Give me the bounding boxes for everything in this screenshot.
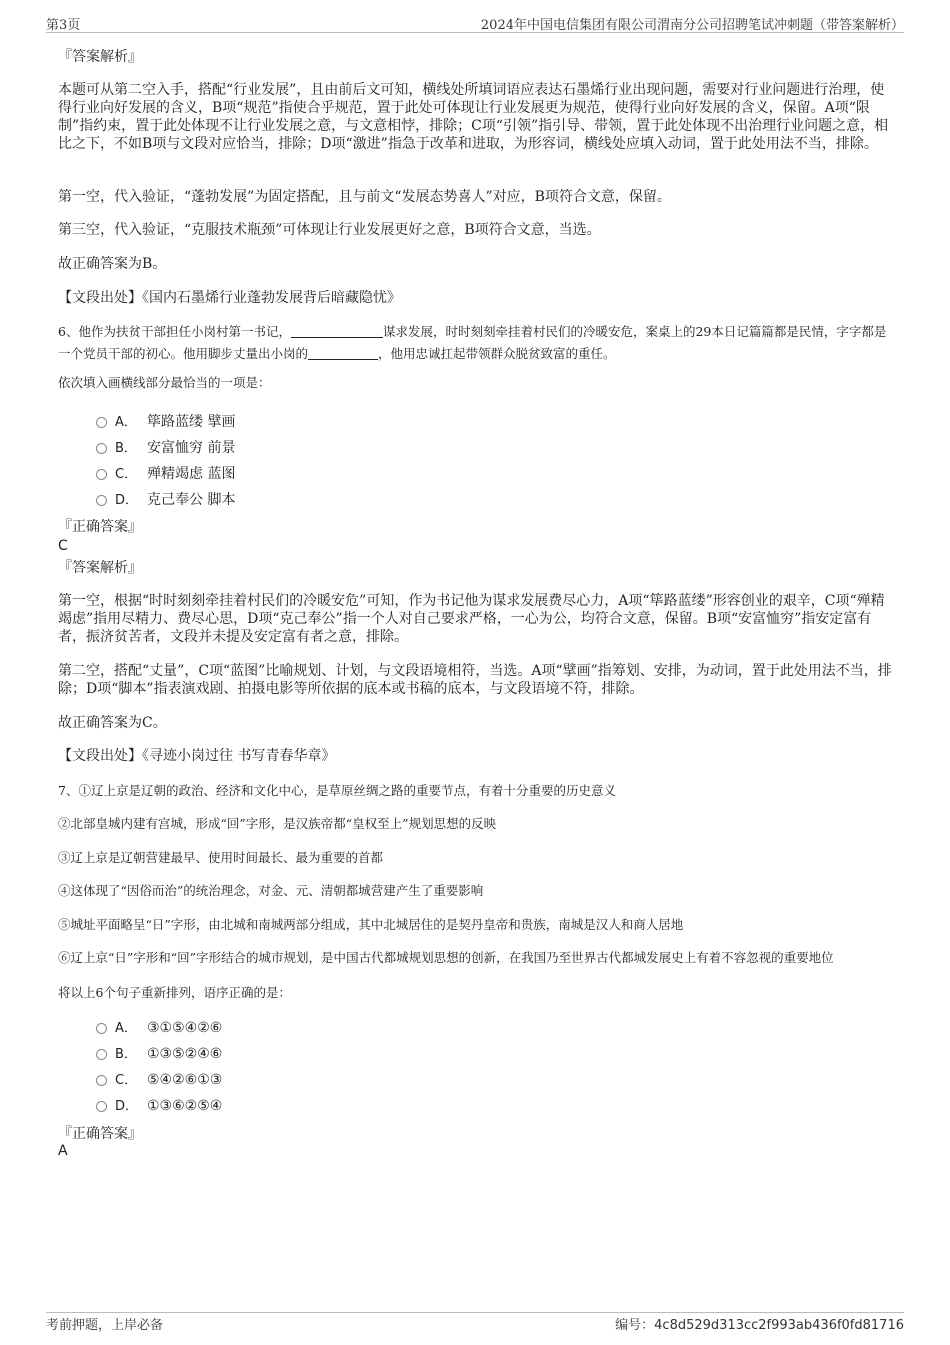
q6-prompt: 依次填入画横线部分最恰当的一项是： — [58, 375, 271, 390]
radio-icon[interactable] — [96, 443, 107, 454]
q6-source: 【文段出处】《寻迹小岗过往 书写青春华章》 — [58, 748, 336, 764]
radio-icon[interactable] — [96, 1075, 107, 1086]
q7-sentence-2: ②北部皇城内建有宫城，形成“回”字形，是汉族帝都“皇权至上”规划思想的反映 — [58, 816, 497, 831]
q6-stem: 6、他作为扶贫干部担任小岗村第一书记， 谋求发展，时时刻刻牵挂着村民们的冷暖安危，案桌上的29本日记篇篇都是民情，字字都是一个党员干部的初心。他用脚步丈量出小岗的 ，他用忠诚扛起带领群众脱贫致富的重任。 — [58, 324, 887, 361]
q6-blank-2 — [308, 345, 378, 360]
q7-sentence-1: 7、①辽上京是辽朝的政治、经济和文化中心，是草原丝绸之路的重要节点，有着十分重要的历史意义 — [58, 783, 616, 798]
radio-icon[interactable] — [96, 417, 107, 428]
q5-analysis-p2: 第一空，代入验证，“蓬勃发展”为固定搭配，且与前文“发展态势喜人”对应，B项符合文意，保留。 — [58, 189, 671, 205]
q6-answer: C — [58, 538, 68, 554]
q7-option-c[interactable]: C． ⑤④②⑥①③ — [96, 1070, 222, 1090]
q6-option-c[interactable]: C． 殚精竭虑 蓝图 — [96, 464, 235, 484]
q7-option-a[interactable]: A． ③①⑤④②⑥ — [96, 1018, 222, 1038]
q5-source: 【文段出处】《国内石墨烯行业蓬勃发展背后暗藏隐忧》 — [58, 290, 401, 306]
radio-icon[interactable] — [96, 495, 107, 506]
page-number: 第3页 — [46, 18, 81, 33]
q6-option-d[interactable]: D． 克己奉公 脚本 — [96, 490, 235, 510]
q7-sentence-6: ⑥辽上京“日”字形和“回”字形结合的城市规划，是中国古代都城规划思想的创新，在我国乃至世界古代都城发展史上有着不容忽视的重要地位 — [58, 950, 834, 965]
footer-slogan: 考前押题，上岸必备 — [46, 1318, 164, 1333]
page-header — [46, 14, 904, 34]
q5-analysis-label: 『答案解析』 — [58, 49, 142, 65]
document-id: 编号：4c8d529d313cc2f993ab436f0fd81716 — [615, 1318, 904, 1333]
q5-analysis-p4: 故正确答案为B。 — [58, 256, 167, 272]
q6-option-a[interactable]: A． 筚路蓝缕 擘画 — [96, 412, 235, 432]
q7-option-d[interactable]: D． ①③⑥②⑤④ — [96, 1096, 222, 1116]
q5-analysis-p3: 第三空，代入验证，“克服技术瓶颈”可体现让行业发展更好之意，B项符合文意，当选。 — [58, 222, 601, 238]
q6-analysis-p1: 第一空，根据“时时刻刻牵挂着村民们的冷暖安危”可知，作为书记他为谋求发展费尽心力，A项“筚路蓝缕”形容创业的艰辛，C项“殚精竭虑”指用尽精力、费尽心思，D项“克己奉公”指一个人对自己要求严格，一心为公，均符合文意，保留。B项“安富恤穷”指安定富有者，振济贫苦者，文段并未提及安定富有者之意，排除。 — [58, 593, 885, 645]
q7-option-b[interactable]: B． ①③⑤②④⑥ — [96, 1044, 222, 1064]
radio-icon[interactable] — [96, 469, 107, 480]
q5-analysis-p1: 本题可从第二空入手，搭配“行业发展”，且由前后文可知，横线处所填词语应表达石墨烯行业出现问题，需要对行业问题进行治理，使得行业向好发展的含义，B项“规范”指使合乎规范，置于此处可体现让行业发展更为规范，使得行业向好发展的含义，保留。A项“限制”指约束，置于此处体现不让行业发展之意，与文意相悖，排除；C项“引领”指引导、带领，置于此处体现不出治理行业问题之意，相比之下，不如B项与文段对应恰当，排除；D项“激进”指急于改革和进取，为形容词，横线处应填入动词，置于此处用法不当，排除。 — [58, 82, 889, 152]
q6-option-b[interactable]: B． 安富恤穷 前景 — [96, 438, 235, 458]
footer-divider — [46, 1312, 904, 1313]
q7-sentence-3: ③辽上京是辽朝营建最早、使用时间最长、最为重要的首都 — [58, 850, 384, 865]
q6-answer-label: 『正确答案』 — [58, 519, 142, 535]
q6-blank-1 — [291, 323, 383, 338]
q7-prompt: 将以上6个句子重新排列，语序正确的是： — [58, 985, 291, 1000]
document-title: 2024年中国电信集团有限公司渭南分公司招聘笔试冲刺题（带答案解析） — [480, 18, 904, 33]
q6-analysis-label: 『答案解析』 — [58, 560, 142, 576]
header-divider — [46, 32, 904, 33]
q7-answer-label: 『正确答案』 — [58, 1126, 142, 1142]
page-footer — [46, 1314, 904, 1334]
q7-sentence-4: ④这体现了“因俗而治”的统治理念，对金、元、清朝都城营建产生了重要影响 — [58, 883, 484, 898]
radio-icon[interactable] — [96, 1101, 107, 1112]
q7-answer: A — [58, 1143, 68, 1159]
q6-analysis-p2: 第二空，搭配“丈量”，C项“蓝图”比喻规划、计划，与文段语境相符，当选。A项“擘画”指筹划、安排，为动词，置于此处用法不当，排除；D项“脚本”指表演戏剧、拍摄电影等所依据的底本或书稿的底本，与文段语境不符，排除。 — [58, 663, 892, 697]
radio-icon[interactable] — [96, 1023, 107, 1034]
q6-analysis-p3: 故正确答案为C。 — [58, 715, 167, 731]
radio-icon[interactable] — [96, 1049, 107, 1060]
q7-sentence-5: ⑤城址平面略呈“日”字形，由北城和南城两部分组成，其中北城居住的是契丹皇帝和贵族，南城是汉人和商人居地 — [58, 917, 684, 932]
